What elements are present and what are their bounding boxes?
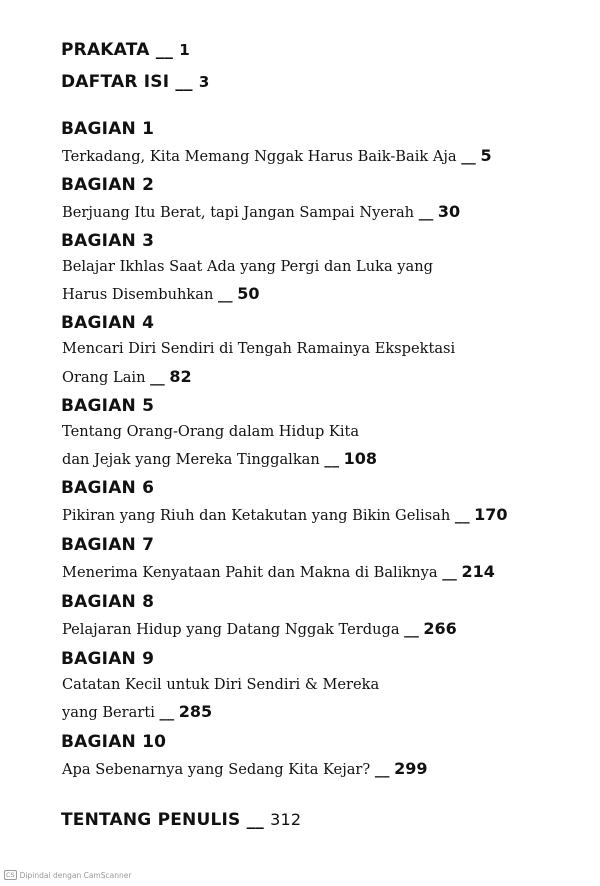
part-title: Pelajaran Hidup yang Datang Nggak Terduga __ 266 [62,619,457,638]
part-title: Menerima Kenyataan Pahit dan Makna di Baliknya __ 214 [62,562,495,581]
part-heading: BAGIAN 9 [61,649,155,669]
watermark-text: Dipindai dengan CamScanner [19,870,132,880]
part-title-continued: yang Berarti __ 285 [62,702,213,721]
page-number: 5 [480,146,492,165]
part-title: Mencari Diri Sendiri di Tengah Ramainya Ekspektasi [62,340,456,357]
part-title: Tentang Orang-Orang dalam Hidup Kita [62,423,360,440]
page-number: 285 [178,702,213,721]
part-title: Belajar Ikhlas Saat Ada yang Pergi dan Luka yang [62,258,433,275]
part-title: Terkadang, Kita Memang Nggak Harus Baik-Baik Aja __ 5 [62,146,492,165]
part-title-continued: Harus Disembuhkan __ 50 [62,284,260,303]
part-heading: BAGIAN 10 [61,732,167,752]
part-heading: BAGIAN 1 [61,119,155,139]
page-number: 170 [474,505,508,524]
part-heading: BAGIAN 8 [61,592,155,612]
page-number: 82 [169,367,192,386]
camscanner-logo-icon: CS [6,871,15,879]
part-title: Berjuang Itu Berat, tapi Jangan Sampai Nyerah __ 30 [62,202,461,221]
toc-tentang-penulis: TENTANG PENULIS __ 312 [61,810,302,830]
part-title: Catatan Kecil untuk Diri Sendiri & Mereka [62,676,380,693]
part-heading: BAGIAN 5 [61,396,155,416]
part-heading: BAGIAN 6 [61,478,155,498]
scanner-watermark [4,870,131,880]
page-number: 299 [394,759,428,778]
part-title: Pikiran yang Riuh dan Ketakutan yang Bikin Gelisah __ 170 [62,505,508,524]
page-number: 108 [343,449,378,468]
page-number: 50 [237,284,260,303]
part-title-continued: dan Jejak yang Mereka Tinggalkan __ 108 [62,449,378,468]
part-heading: BAGIAN 2 [61,175,155,195]
part-heading: BAGIAN 7 [61,535,155,555]
part-title-continued: Orang Lain __ 82 [62,367,192,386]
page-number: 266 [423,619,457,638]
toc-prakata: PRAKATA __ 1 [61,40,190,60]
part-heading: BAGIAN 4 [61,313,155,333]
part-title: Apa Sebenarnya yang Sedang Kita Kejar? __ 299 [62,759,428,778]
toc-daftar-isi: DAFTAR ISI __ 3 [61,72,210,92]
page-number: 214 [461,562,495,581]
part-heading: BAGIAN 3 [61,231,155,251]
page-number: 30 [437,202,461,221]
